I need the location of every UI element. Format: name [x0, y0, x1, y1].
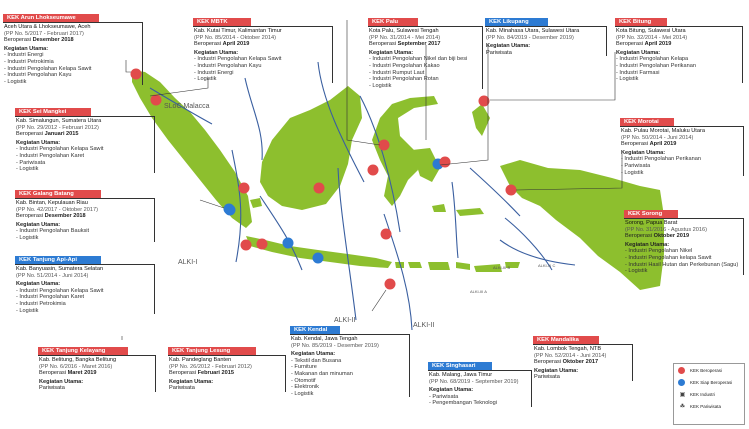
marker-lesung[interactable] [257, 239, 268, 250]
operating-dot-icon [678, 367, 685, 374]
palm-tree-icon: ☘ [679, 403, 686, 410]
card-lesung: KEK Tanjung Lesung Kab. Pandeglang Banten (PP No. 26/2012 - Februari 2012) Beroperasi Februari 2015 Kegiatan Utama: Pariwisata [168, 347, 286, 392]
marker-apiapi[interactable] [224, 204, 235, 215]
preparing-dot-icon [678, 379, 685, 386]
legend-industry: ▣ KEK Industri [679, 391, 716, 398]
marker-seimangkei[interactable] [151, 95, 162, 106]
card-activities: - Industri Energi - Industri Petrokimia - Industri Pengolahan Kelapa Sawit - Industri Pengolahan Kayu - Logistik [4, 52, 139, 85]
card-seimangkei: KEK Sei Mangkei Kab. Simalungun, Sumatera Utara (PP No. 29/2012 - Februari 2012) Beroperasi Januari 2015 Kegiatan Utama: - Industri Pengolahan Kelapa Sawit - Industri Pengolahan Karet - Pariwisata - Logistik [15, 108, 155, 173]
card-title: KEK Sorong [624, 210, 678, 218]
card-title: KEK Likupang [485, 18, 548, 26]
card-title: KEK Palu [368, 18, 418, 26]
marker-kendal[interactable] [283, 238, 294, 249]
alki3c-label: ALKI-III C [538, 263, 556, 268]
legend-tourism: ☘ KEK Pariwisata [679, 403, 722, 410]
marker-palu2[interactable] [368, 165, 379, 176]
marker-mandalika[interactable] [385, 279, 396, 290]
legend-preparing: KEK Siap Beroperasi [674, 376, 744, 388]
seram-island [456, 208, 484, 216]
card-kendal: KEK Kendal Kab. Kendal, Jawa Tengah (PP No. 85/2019 - Desember 2019) Kegiatan Utama: - Tekstil dan Busana - Furniture - Makanan dan minuman - Otomotif - Elektronik - Logistik [290, 326, 410, 397]
marker-bitung[interactable] [440, 157, 451, 168]
card-apiapi: KEK Tanjung Api-Api Kab. Banyuasin, Sumatera Selatan (PP No. 51/2014 - Juni 2014) Kegiatan Utama: - Industri Pengolahan Kelapa Sawit - Industri Pengolahan Karet - Industri Petrokimia - Logistik [15, 256, 155, 314]
card-mandalika: KEK Mandalika Kab. Lombok Tengah, NTB (PP No. 52/2014 - Juni 2014) Beroperasi Oktober 2017 Kegiatan Utama: Pariwisata [533, 336, 633, 381]
card-title: KEK Singhasari [428, 362, 492, 370]
marker-kelayang[interactable] [241, 240, 252, 251]
marker-singhasari[interactable] [313, 253, 324, 264]
card-galang: KEK Galang Batang Kab. Bintan, Kepulauan Riau (PP No. 42/2017 - Oktober 2017) Beroperasi Desember 2018 Kegiatan Utama: - Industri Pengolahan Bauksit - Logistik [15, 190, 155, 242]
card-title: KEK Morotai [620, 118, 674, 126]
factory-icon: ▣ [679, 391, 686, 398]
card-title: KEK MBTK [193, 18, 251, 26]
card-arun [3, 14, 143, 85]
marker-palu[interactable] [381, 229, 392, 240]
card-morotai: KEK Morotai Kab. Pulau Morotai, Maluku Utara (PP No. 50/2014 - Juni 2014) Beroperasi April 2019 Kegiatan Utama: - Industri Pengolahan Perikanan - Pariwisata - Logistik [620, 118, 744, 176]
buru-island [432, 204, 446, 212]
card-singhasari: KEK Singhasari Kab. Malang, Jawa Timur (PP No. 68/2019 - September 2019) Kegiatan Utama: - Pariwisata - Pengembangan Teknologi [428, 362, 532, 407]
alki3a-label: ALKI-III A [470, 289, 487, 294]
card-title: KEK Galang Batang [15, 190, 101, 198]
alki3b-label: ALKI-III B [493, 265, 511, 270]
map-legend [673, 363, 745, 425]
card-title: KEK Tanjung Api-Api [15, 256, 101, 264]
marker-galangbatang[interactable] [239, 183, 250, 194]
card-title: KEK Tanjung Kelayang [38, 347, 128, 355]
card-title: KEK Tanjung Lesung [168, 347, 256, 355]
card-sorong: KEK Sorong Sorong, Papua Barat (PP No. 31/2016 - Agustus 2016) Beroperasi Oktober 2019 Kegiatan Utama: - Industri Pengolahan Nikel - Industri Pengolahan kelapa Sawit - Industri Hasil Hutan dan Perkebunan (Sagu) - Logistik [624, 210, 744, 275]
alki1-label: ALKI-I [178, 259, 198, 266]
card-title: KEK Arun Lhokseumawe [3, 14, 99, 22]
card-palu: KEK Palu Kota Palu, Sulawesi Tengah (PP No. 31/2014 - Mei 2014) Beroperasi September 2017 Kegiatan Utama: - Industri Pengolahan Nikel dan biji besi - Industri Pengolahan Kakao - Industri Rumput Laut - Industri Pengolahan Rotan - Logistik [368, 18, 483, 89]
marker-mbtk[interactable] [379, 140, 390, 151]
card-location: Aceh Utara & Lhokseumawe, Aceh [4, 24, 91, 30]
marker-sorong[interactable] [506, 185, 517, 196]
card-title: KEK Sei Mangkei [15, 108, 91, 116]
alki2b-label: ALKI-II [413, 322, 435, 329]
legend-operating: KEK Beroperasi [674, 364, 744, 376]
card-bitung: KEK Bitung Kota Bitung, Sulawesi Utara (PP No. 32/2014 - Mei 2014) Beroperasi April 2019 Kegiatan Utama: - Industri Pengolahan Kelapa - Industri Pengolahan Perikanan - Industri Farmasi - Logistik [615, 18, 743, 83]
card-title: KEK Bitung [615, 18, 667, 26]
card-title: KEK Kendal [290, 326, 340, 334]
card-pp: (PP No. 5/2017 - Februari 2017) [4, 30, 84, 37]
marker-extra[interactable] [314, 183, 325, 194]
card-kelayang: KEK Tanjung Kelayang Kab. Belitung, Bangka Belitung (PP No. 6/2016 - Maret 2016) Beroperasi Maret 2019 Kegiatan Utama: Pariwisata [38, 347, 156, 392]
halmahera-island [472, 104, 490, 136]
belitung-island [250, 198, 262, 208]
card-mbtk: KEK MBTK Kab. Kutai Timur, Kalimantan Timur (PP No. 85/2014 - Oktober 2014) Beroperasi April 2019 Kegiatan Utama: - Industri Pengolahan Kelapa Sawit - Industri Pengolahan Kayu - Industri Energi - Logistik [193, 18, 333, 83]
sloc-malacca-label: SLoC Malacca [164, 103, 210, 110]
card-likupang: KEK Likupang Kab. Minahasa Utara, Sulawesi Utara (PP No. 84/2019 - Desember 2019) Kegiatan Utama: Pariwisata [485, 18, 607, 56]
card-op: Beroperasi Desember 2018 [4, 37, 74, 44]
card-act-label: Kegiatan Utama: [4, 45, 49, 52]
alki2-label: ALKI-II [334, 317, 356, 324]
card-title: KEK Mandalika [533, 336, 599, 344]
